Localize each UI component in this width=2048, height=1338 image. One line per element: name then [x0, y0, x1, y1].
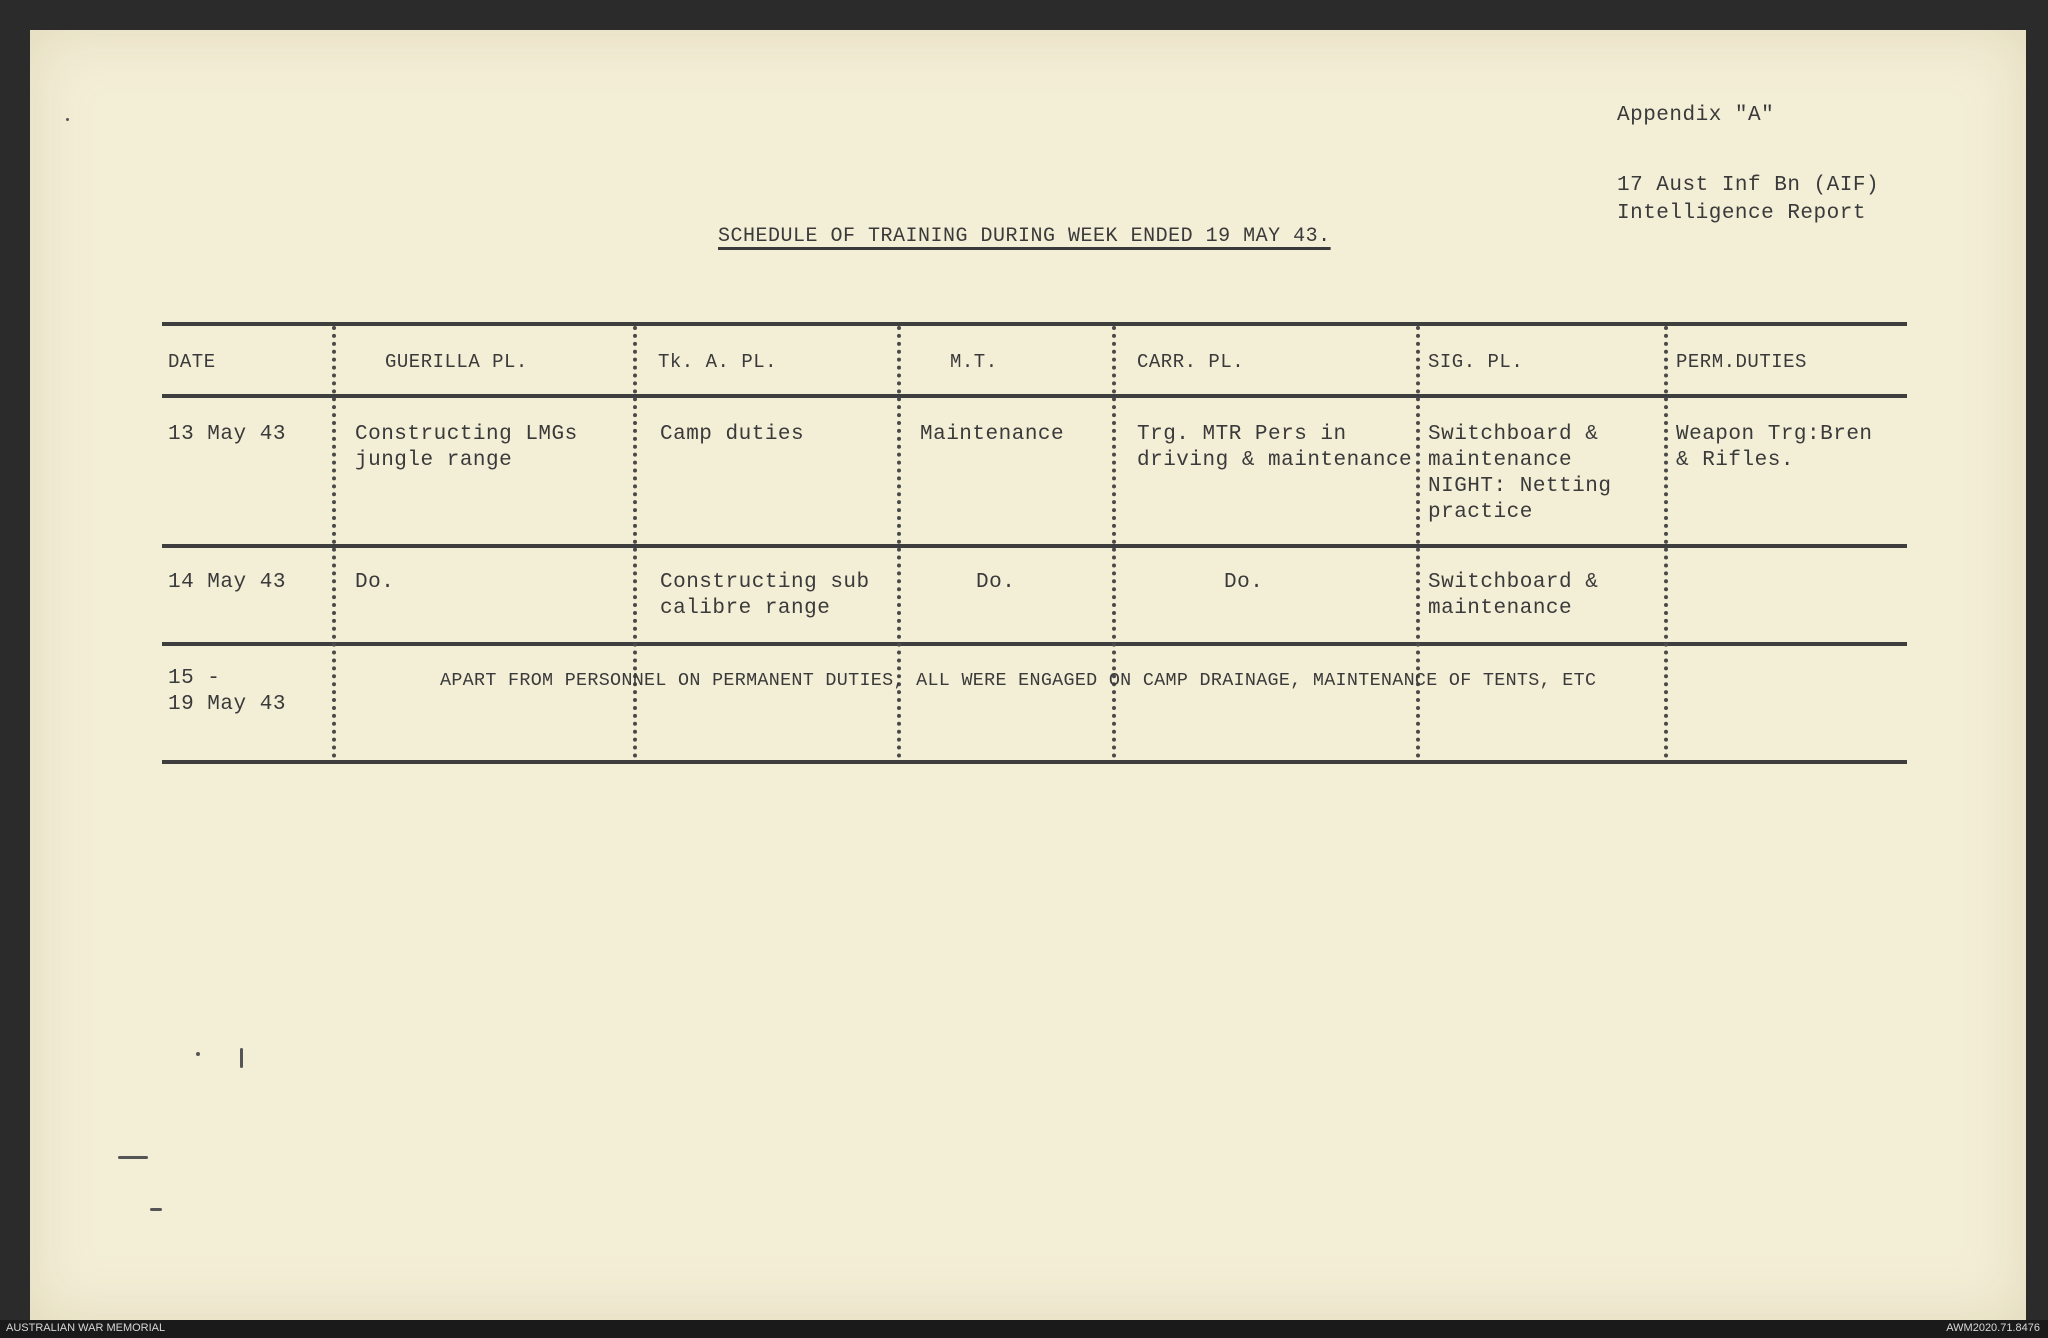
table-rule-row2 [162, 642, 1907, 646]
row1-mt: Maintenance [920, 423, 1065, 446]
table-rule-row1 [162, 544, 1907, 548]
row2-date: 14 May 43 [168, 571, 286, 594]
row1-sig: Switchboard & maintenance NIGHT: Netting practice [1428, 423, 1612, 524]
unit-name: 17 Aust Inf Bn (AIF) [1617, 174, 1880, 197]
column-header-carr: CARR. PL. [1137, 351, 1245, 373]
appendix-label: Appendix "A" [1617, 104, 1775, 127]
column-header-perm: PERM.DUTIES [1676, 351, 1807, 373]
footer-bar [0, 1320, 2048, 1338]
footer-accession: AWM2020.71.8476 [1946, 1322, 2040, 1334]
column-header-date: DATE [168, 351, 216, 373]
paper-mark [196, 1052, 200, 1056]
row1-guerilla: Constructing LMGs jungle range [355, 423, 578, 472]
row2-guerilla: Do. [355, 571, 395, 594]
paper-mark [118, 1156, 148, 1159]
row2-tka: Constructing sub calibre range [660, 571, 870, 620]
row1-carr: Trg. MTR Pers in driving & maintenance [1137, 423, 1413, 472]
document-title: SCHEDULE OF TRAINING DURING WEEK ENDED 19 MAY 43. [718, 225, 1331, 248]
column-header-mt: M.T. [950, 351, 998, 373]
table-rule-header [162, 394, 1907, 398]
row2-sig: Switchboard & maintenance [1428, 571, 1599, 620]
report-type: Intelligence Report [1617, 202, 1866, 225]
row3-note: APART FROM PERSONNEL ON PERMANENT DUTIES, ALL WERE ENGAGED ON CAMP DRAINAGE, MAINTENANCE OF TENTS, ETC [440, 670, 1597, 691]
row3-date: 15 - 19 May 43 [168, 667, 286, 716]
column-separator [332, 326, 336, 758]
column-header-guerilla: GUERILLA PL. [385, 351, 528, 373]
column-separator [1664, 326, 1668, 758]
paper-mark [150, 1208, 162, 1211]
paper-mark [240, 1048, 243, 1068]
row1-perm: Weapon Trg:Bren & Rifles. [1676, 423, 1873, 472]
row2-carr: Do. [1224, 571, 1264, 594]
column-header-sig: SIG. PL. [1428, 351, 1524, 373]
table-rule-top [162, 322, 1907, 326]
row1-date: 13 May 43 [168, 423, 286, 446]
paper-mark [66, 118, 69, 121]
column-header-tka: Tk. A. PL. [658, 351, 778, 373]
row1-tka: Camp duties [660, 423, 805, 446]
row2-mt: Do. [976, 571, 1016, 594]
footer-source: AUSTRALIAN WAR MEMORIAL [6, 1322, 166, 1334]
table-rule-bottom [162, 760, 1907, 764]
